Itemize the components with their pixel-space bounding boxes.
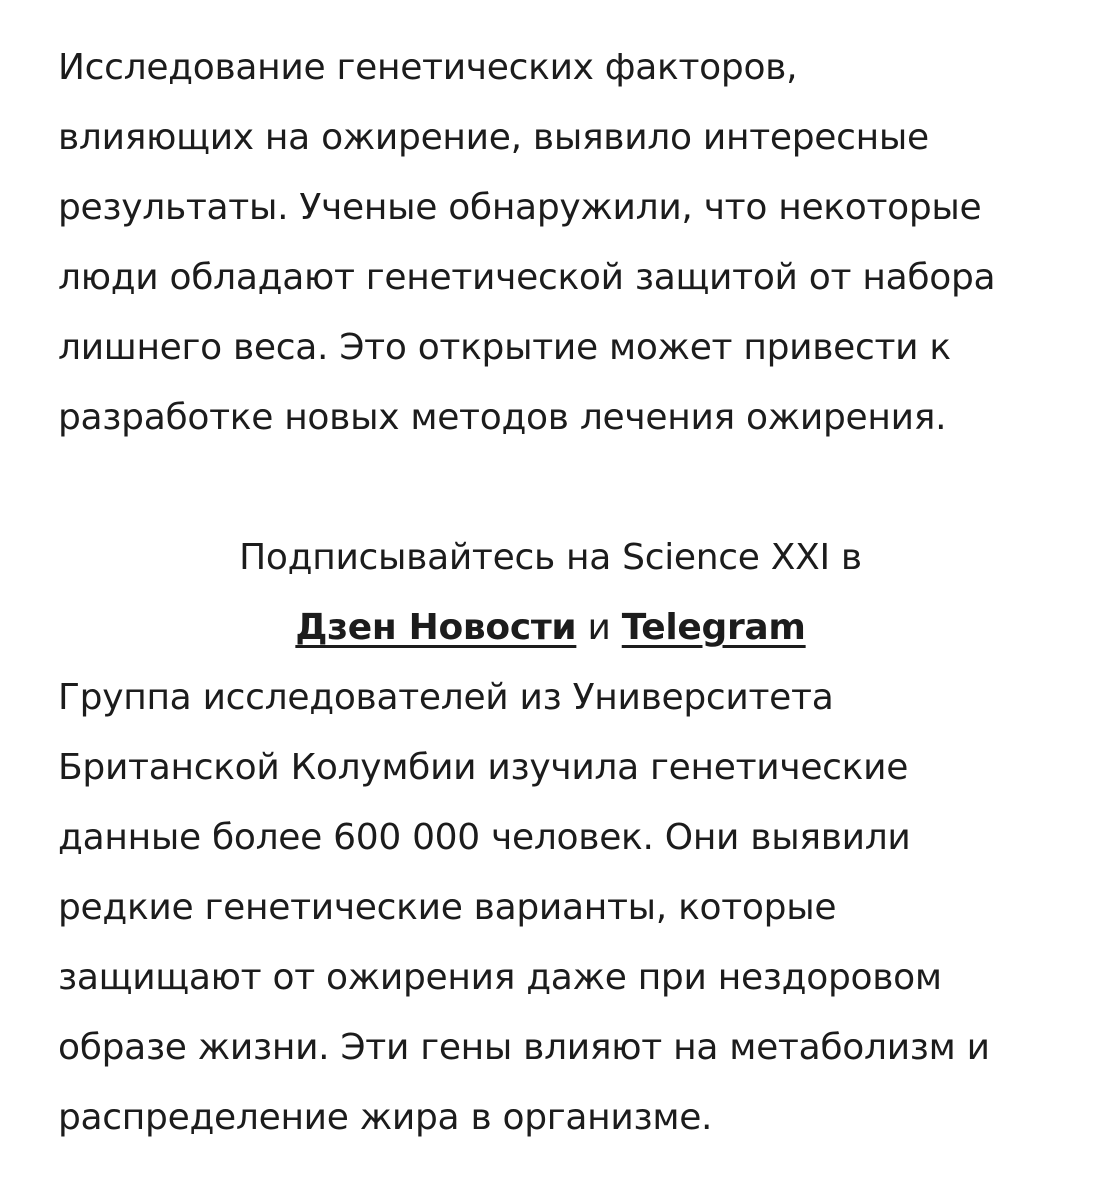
text-line: редкие генетические варианты, которые [58, 887, 837, 928]
subscribe-block [58, 523, 1043, 663]
telegram-link[interactable]: Telegram [621, 607, 806, 648]
text-line: Группа исследователей из Университета [58, 677, 834, 718]
text-line: Британской Колумбии изучила генетические [58, 747, 909, 788]
subscribe-text: Подписывайтесь на Science XXI в [239, 537, 862, 578]
subscribe-links [58, 593, 1043, 663]
research-paragraph [58, 663, 1058, 1153]
text-line: Исследование генетических факторов, [58, 47, 798, 88]
intro-paragraph [58, 33, 1058, 453]
text-line: распределение жира в организме. [58, 1097, 713, 1138]
text-line: защищают от ожирения даже при нездоровом [58, 957, 942, 998]
text-line: данные более 600 000 человек. Они выявили [58, 817, 911, 858]
text-line: разработке новых методов лечения ожирения. [58, 397, 947, 438]
text-line: люди обладают генетической защитой от набора [58, 257, 996, 298]
text-line: влияющих на ожирение, выявило интересные [58, 117, 929, 158]
article-body [58, 33, 1058, 1153]
text-line: лишнего веса. Это открытие может привести к [58, 327, 951, 368]
text-line: образе жизни. Эти гены влияют на метаболизм и [58, 1027, 990, 1068]
conjunction-text: и [576, 607, 622, 648]
dzen-news-link[interactable]: Дзен Новости [295, 607, 577, 648]
text-line: результаты. Ученые обнаружили, что некоторые [58, 187, 982, 228]
